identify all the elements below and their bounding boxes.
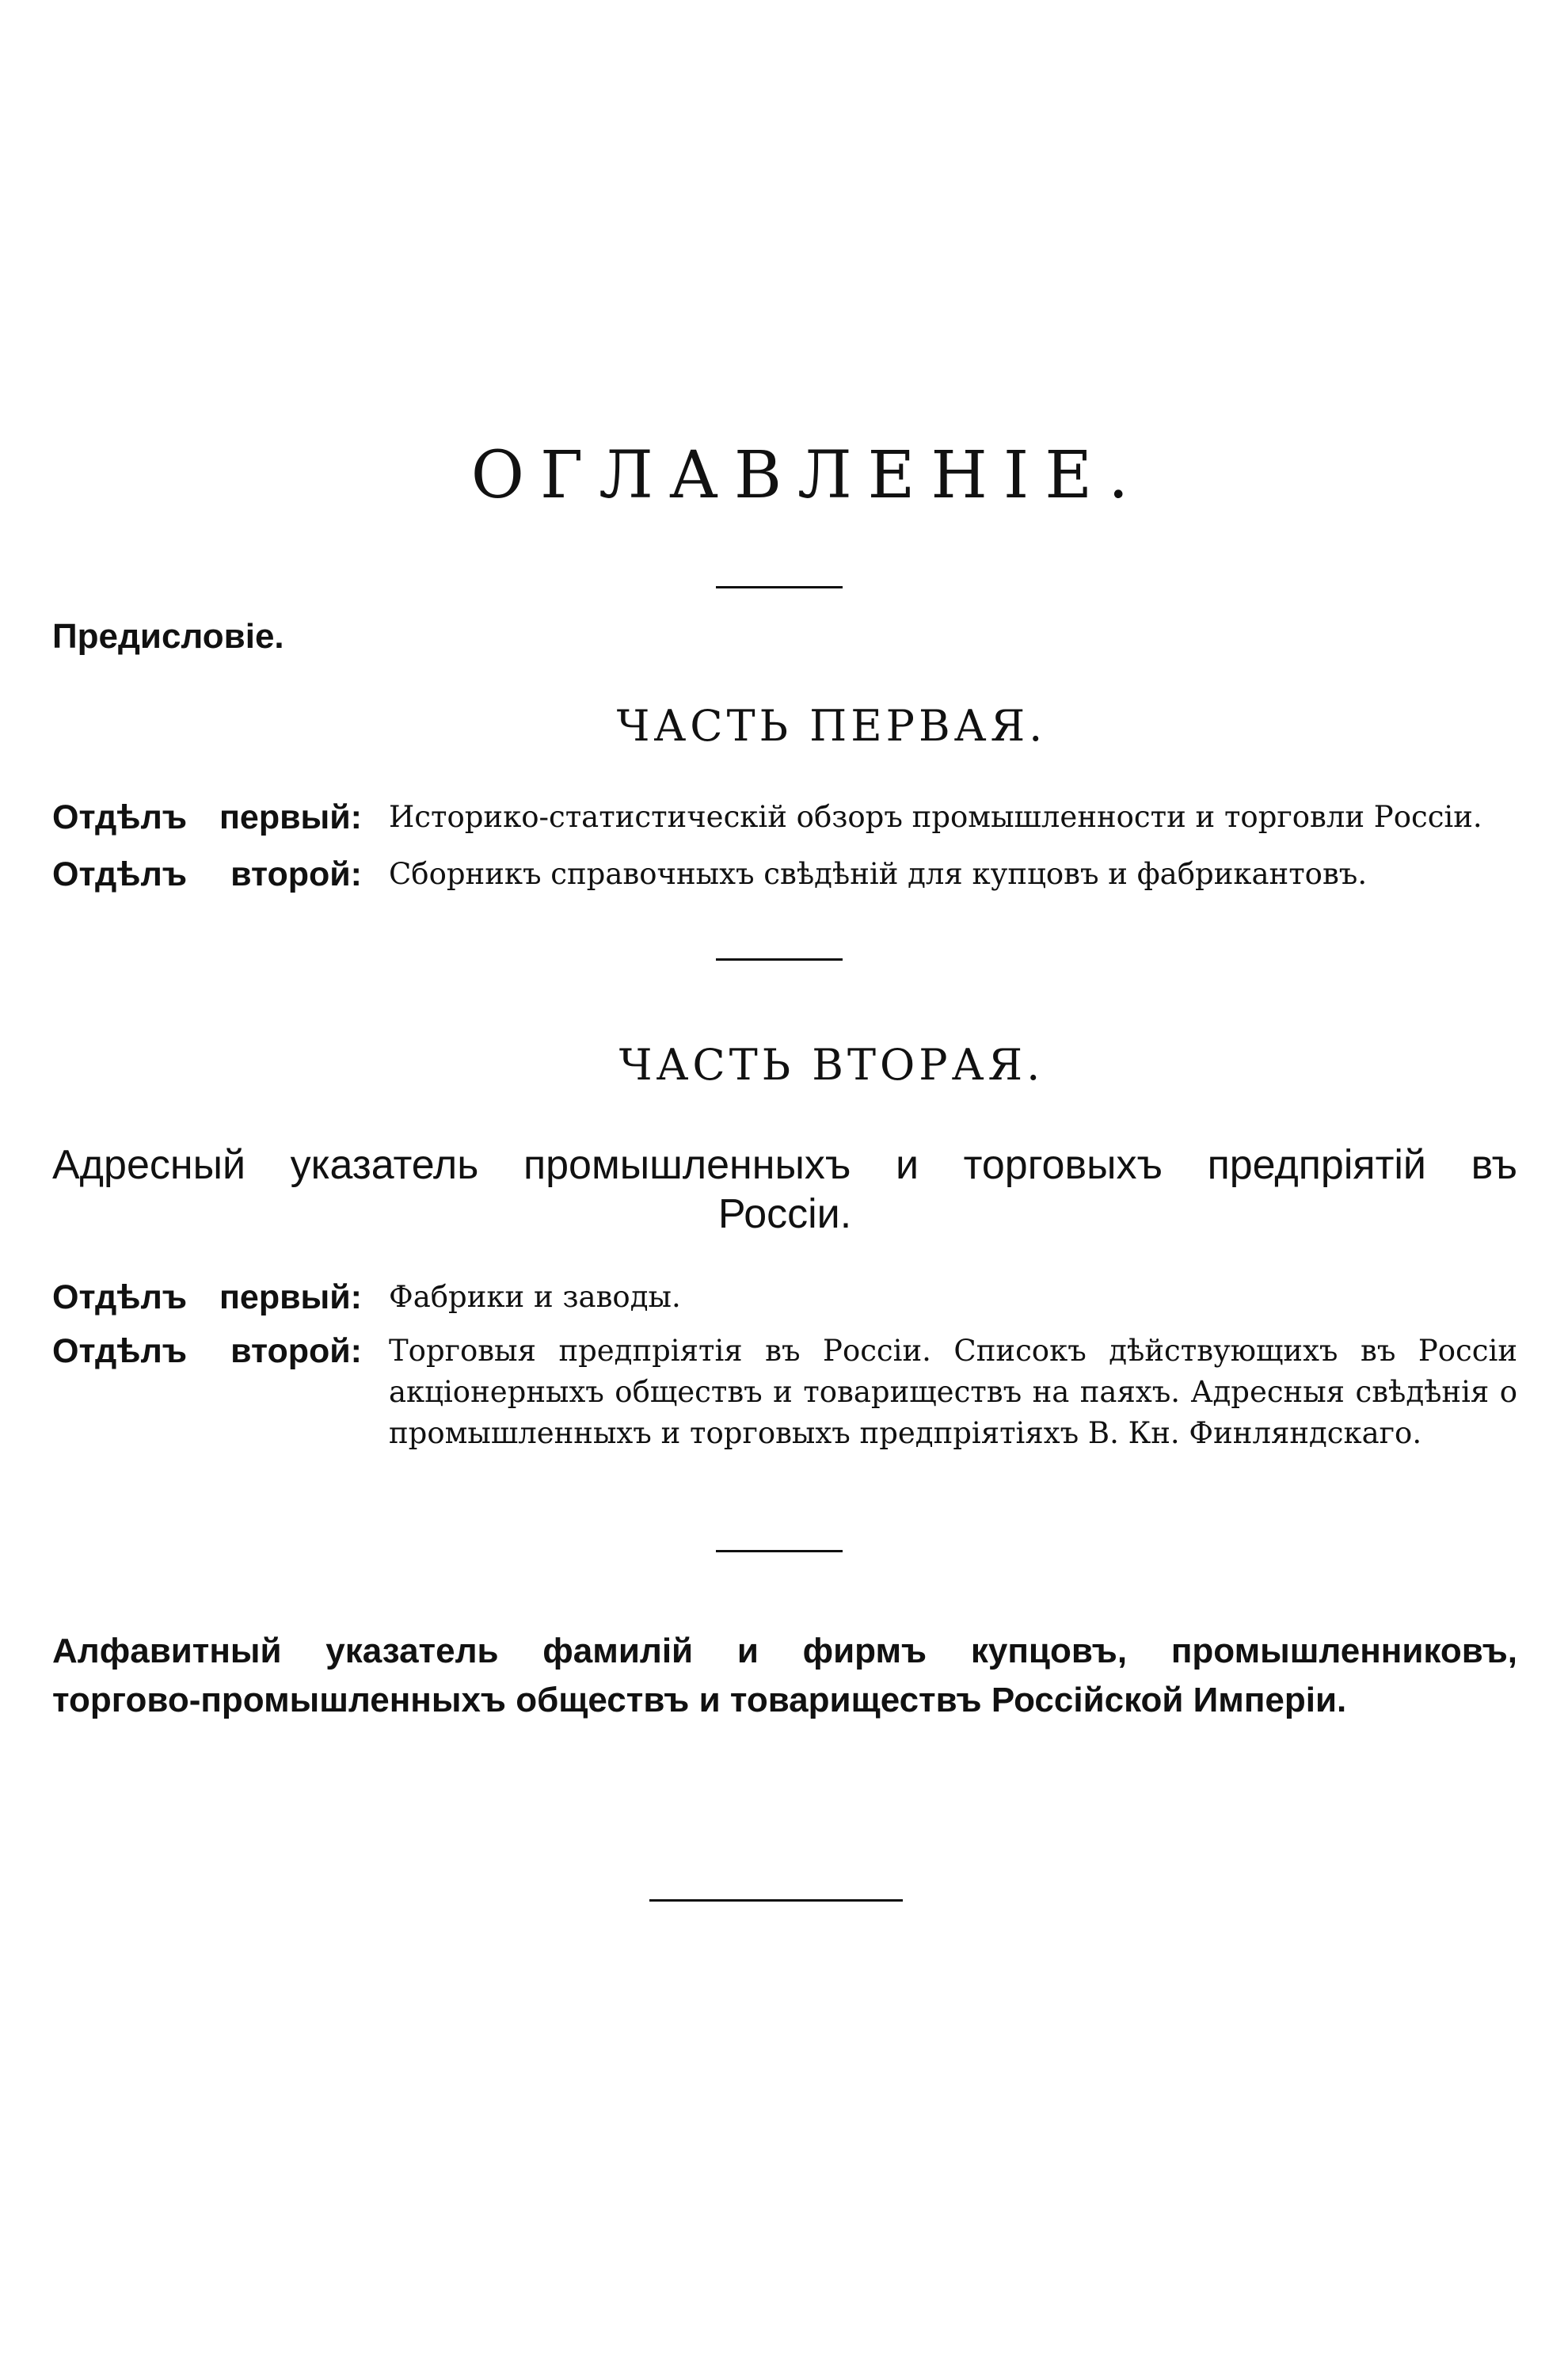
section-label: [52, 854, 389, 895]
title-divider: [716, 586, 843, 588]
part-two-section-1: [52, 1277, 1517, 1318]
part-one-section-1: [52, 797, 1517, 838]
section-label-word: Отдѣлъ: [52, 798, 188, 836]
section-label-word: Отдѣлъ: [52, 1278, 188, 1316]
section-label: [52, 1331, 389, 1372]
section-text: Сборникъ справочныхъ свѣдѣній для купцовъ и фабрикантовъ.: [389, 857, 1368, 891]
section-label-ordinal: первый:: [219, 798, 362, 836]
part-two-subtitle-line-2: Россіи.: [717, 1191, 852, 1237]
alphabetical-index-line-1: Алфавитный указатель фамилій и фирмъ купцовъ, промышленниковъ,: [52, 1632, 1517, 1670]
alphabetical-index-line-2: торгово-промышленныхъ обществъ и товариществъ Россійской Имперіи.: [52, 1681, 1347, 1719]
part-two-divider: [716, 1550, 843, 1552]
part-two-subtitle-line-1: Адресный указатель промышленныхъ и торговыхъ предпріятій въ: [52, 1142, 1517, 1188]
section-label: [52, 797, 389, 838]
section-text: Историко-статистическій обзоръ промышленности и торговли Россіи.: [389, 800, 1482, 834]
part-one-divider: [716, 958, 843, 961]
page-title: ОГЛАВЛЕНІЕ.: [470, 438, 1145, 513]
section-text: Фабрики и заводы.: [389, 1280, 681, 1314]
part-two-subtitle: [52, 1140, 1517, 1239]
part-one-section-2: [52, 854, 1517, 895]
part-one-heading: ЧАСТЬ ПЕРВАЯ.: [616, 701, 1047, 751]
part-two-heading: ЧАСТЬ ВТОРАЯ.: [618, 1040, 1045, 1090]
section-label-ordinal: первый:: [219, 1278, 362, 1316]
section-label-word: Отдѣлъ: [52, 855, 188, 893]
section-label-ordinal: второй:: [230, 1332, 362, 1370]
part-two-section-2: [52, 1331, 1517, 1454]
end-divider: [649, 1899, 903, 1902]
section-label: [52, 1277, 389, 1318]
alphabetical-index-entry: [52, 1627, 1517, 1725]
preface-entry: Предисловіе.: [52, 617, 284, 656]
section-label-ordinal: второй:: [230, 855, 362, 893]
section-label-word: Отдѣлъ: [52, 1332, 188, 1370]
section-text: Торговыя предпріятія въ Россіи. Списокъ дѣйствующихъ въ Россіи акціонерныхъ обществъ и товариществъ на паяхъ. Адресныя свѣдѣнія о промышленныхъ и торговыхъ предпріятіяхъ В. Кн. Финляндскаго.: [389, 1334, 1517, 1450]
